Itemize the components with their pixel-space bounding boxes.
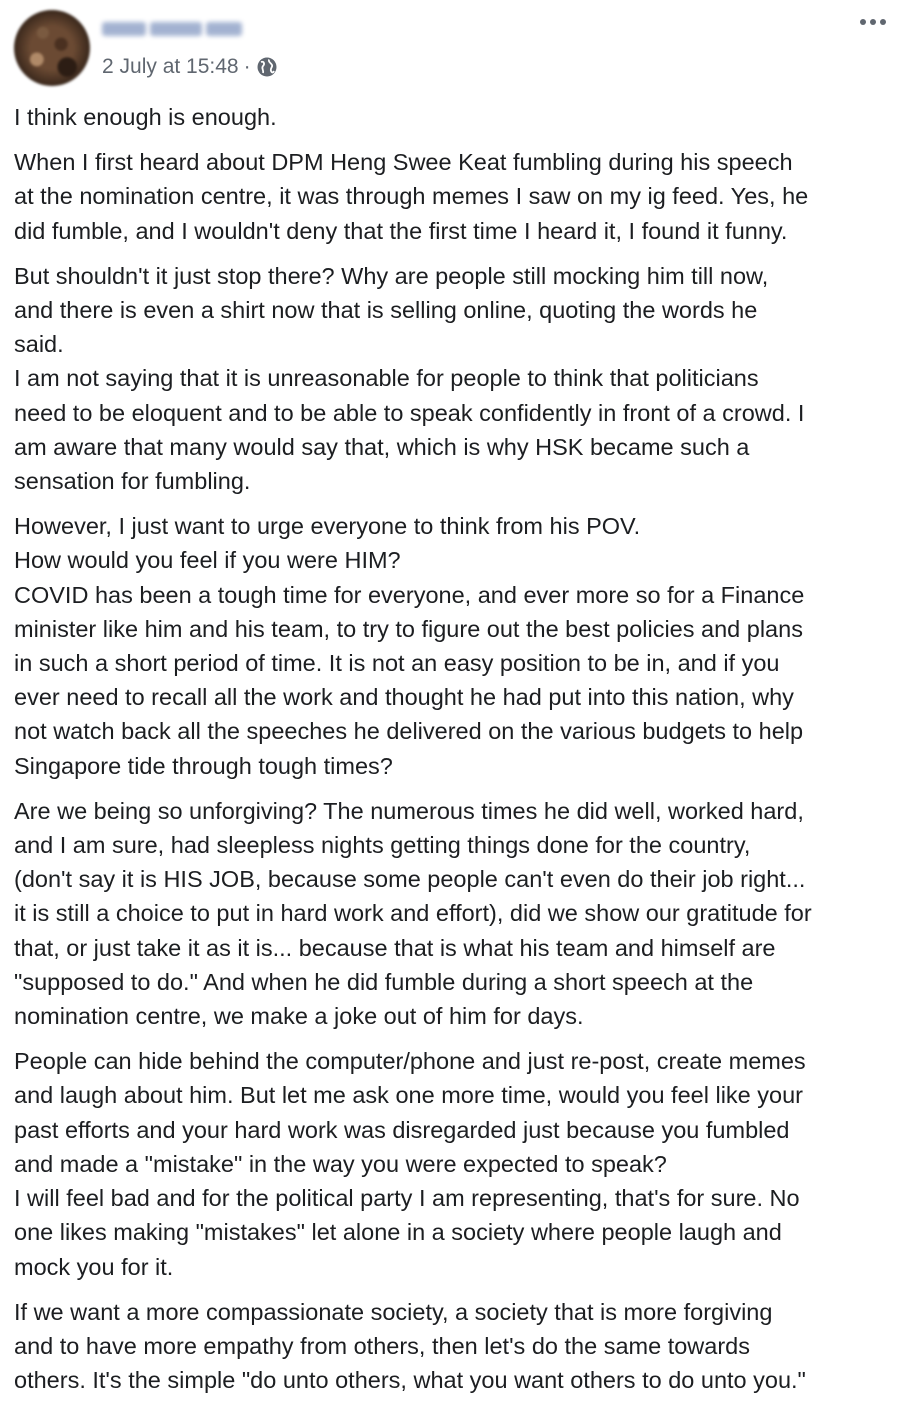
- paragraph-line: that, or just take it as it is... because that is what his team and himself are: [14, 934, 776, 961]
- paragraph-line: others. It's the simple "do unto others, what you want others to do unto you.": [14, 1367, 806, 1394]
- paragraph-line: it is still a choice to put in hard work and effort), did we show our gratitude for: [14, 900, 812, 927]
- paragraph-line: and there is even a shirt now that is selling online, quoting the words he: [14, 297, 758, 324]
- post-paragraph: [14, 145, 894, 248]
- more-options-icon[interactable]: [858, 14, 888, 30]
- paragraph-line: Singapore tide through tough times?: [14, 752, 393, 779]
- post-paragraph: [14, 1295, 894, 1398]
- paragraph-line: past efforts and your hard work was disregarded just because you fumbled: [14, 1116, 790, 1143]
- paragraph-line: mock you for it.: [14, 1253, 174, 1280]
- paragraph-line: However, I just want to urge everyone to think from his POV.: [14, 513, 641, 540]
- paragraph-line: (don't say it is HIS JOB, because some people can't even do their job right...: [14, 866, 806, 893]
- post-paragraph: [14, 100, 894, 134]
- paragraph-line: minister like him and his team, to try to figure out the best policies and plans: [14, 615, 803, 642]
- paragraph-line: and laugh about him. But let me ask one more time, would you feel like your: [14, 1082, 803, 1109]
- paragraph-line: How would you feel if you were HIM?: [14, 547, 401, 574]
- post-timestamp[interactable]: 2 July at 15:48: [102, 55, 239, 78]
- paragraph-line: at the nomination centre, it was through memes I saw on my ig feed. Yes, he: [14, 183, 809, 210]
- paragraph-gap: [14, 1033, 894, 1044]
- post-paragraph: [14, 794, 894, 1033]
- paragraph-line: "supposed to do." And when he did fumble during a short speech at the: [14, 968, 754, 995]
- paragraph-line: COVID has been a tough time for everyone, and ever more so for a Finance: [14, 581, 805, 608]
- post-meta: [102, 55, 278, 79]
- paragraph-gap: [14, 498, 894, 509]
- meta-separator: ·: [243, 55, 251, 78]
- paragraph-line: in such a short period of time. It is not an easy position to be in, and if you: [14, 650, 780, 677]
- paragraph-line: not watch back all the speeches he delivered on the various budgets to help: [14, 718, 804, 745]
- paragraph-line: need to be eloquent and to be able to speak confidently in front of a crowd. I: [14, 399, 805, 426]
- paragraph-line: But shouldn't it just stop there? Why are people still mocking him till now,: [14, 262, 769, 289]
- paragraph-line: I will feel bad and for the political party I am representing, that's for sure. No: [14, 1185, 800, 1212]
- paragraph-line: I am not saying that it is unreasonable for people to think that politicians: [14, 365, 759, 392]
- paragraph-line: People can hide behind the computer/phone and just re-post, create memes: [14, 1048, 806, 1075]
- paragraph-line: sensation for fumbling.: [14, 468, 251, 495]
- paragraph-line: ever need to recall all the work and thought he had put into this nation, why: [14, 684, 794, 711]
- post-header: [0, 0, 900, 100]
- paragraph-line: am aware that many would say that, which is why HSK became such a: [14, 433, 750, 460]
- post-body: [14, 100, 894, 1397]
- paragraph-gap: [14, 134, 894, 145]
- paragraph-gap: [14, 1284, 894, 1295]
- paragraph-line: nomination centre, we make a joke out of him for days.: [14, 1003, 584, 1030]
- paragraph-line: said.: [14, 331, 64, 358]
- paragraph-line: If we want a more compassionate society, a society that is more forgiving: [14, 1298, 773, 1325]
- paragraph-line: and made a "mistake" in the way you were expected to speak?: [14, 1150, 667, 1177]
- paragraph-line: and I am sure, had sleepless nights getting things done for the country,: [14, 832, 751, 859]
- paragraph-line: When I first heard about DPM Heng Swee Keat fumbling during his speech: [14, 149, 793, 176]
- paragraph-line: Are we being so unforgiving? The numerous times he did well, worked hard,: [14, 797, 804, 824]
- paragraph-line: one likes making "mistakes" let alone in a society where people laugh and: [14, 1219, 782, 1246]
- paragraph-line: did fumble, and I wouldn't deny that the first time I heard it, I found it funny.: [14, 217, 788, 244]
- globe-icon: [256, 56, 278, 78]
- post-paragraph: [14, 1044, 894, 1283]
- avatar[interactable]: [14, 10, 90, 86]
- paragraph-gap: [14, 783, 894, 794]
- post-paragraph: [14, 509, 894, 783]
- author-name[interactable]: [102, 22, 252, 40]
- paragraph-line: and to have more empathy from others, then let's do the same towards: [14, 1332, 750, 1359]
- paragraph-line: I think enough is enough.: [14, 104, 277, 130]
- paragraph-gap: [14, 248, 894, 259]
- post-paragraph: [14, 259, 894, 498]
